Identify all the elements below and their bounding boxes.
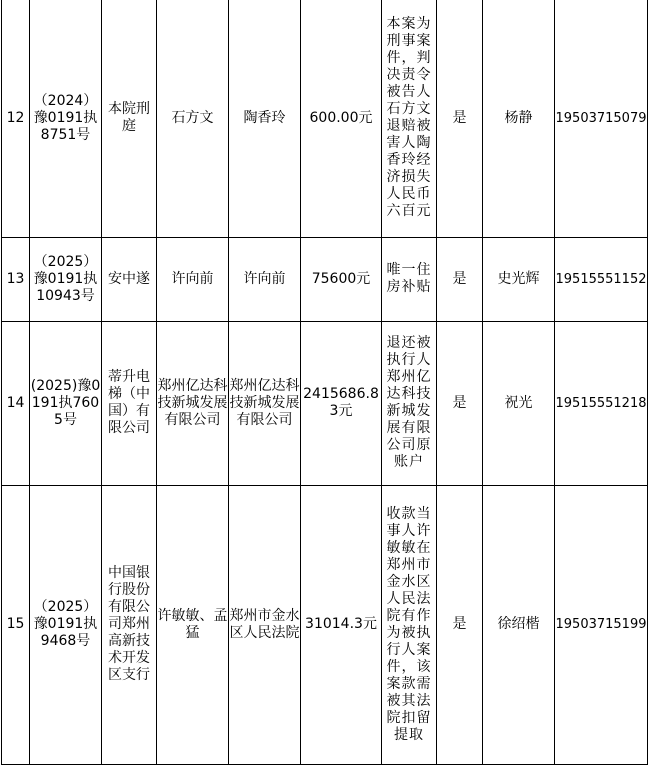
respondent: 许敏敏、孟猛 [157,485,229,764]
reason: 本案为刑事案件，判决责令被告人石方文退赔被害人陶香玲经济损失人民币六百元 [382,0,437,237]
phone-number: 19503715199 [555,485,648,764]
case-number: （2024）豫0191执8751号 [30,0,102,237]
applicant: 中国银行股份有限公司郑州高新技术开发区支行 [102,485,157,764]
respondent: 许向前 [157,237,229,321]
table-row [2,0,648,237]
flag: 是 [437,485,483,764]
case-number: (2025)豫0191执7605号 [30,321,102,485]
phone-number: 19503715079 [555,0,648,237]
applicant: 安中遂 [102,237,157,321]
amount: 2415686.83元 [301,321,382,485]
table-row [2,321,648,485]
row-index: 15 [2,485,30,764]
reason: 收款当事人许敏敏在郑州市金水区人民法院有作为被执行人案件，该案款需被其法院扣留提取 [382,485,437,764]
row-index: 13 [2,237,30,321]
table-row [2,237,648,321]
respondent: 郑州亿达科技新城发展有限公司 [157,321,229,485]
row-index: 14 [2,321,30,485]
amount: 600.00元 [301,0,382,237]
phone-number: 19515551152 [555,237,648,321]
amount: 31014.3元 [301,485,382,764]
amount: 75600元 [301,237,382,321]
contact-person: 祝光 [483,321,555,485]
case-number: （2025）豫0191执10943号 [30,237,102,321]
payee: 陶香玲 [229,0,301,237]
flag: 是 [437,0,483,237]
reason: 退还被执行人郑州亿达科技新城发展有限公司原账户 [382,321,437,485]
phone-number: 19515551218 [555,321,648,485]
applicant: 蒂升电梯（中国）有限公司 [102,321,157,485]
reason: 唯一住房补贴 [382,237,437,321]
contact-person: 史光辉 [483,237,555,321]
flag: 是 [437,321,483,485]
payee: 许向前 [229,237,301,321]
contact-person: 徐绍楷 [483,485,555,764]
applicant: 本院刑庭 [102,0,157,237]
case-number: （2025）豫0191执9468号 [30,485,102,764]
respondent: 石方文 [157,0,229,237]
contact-person: 杨静 [483,0,555,237]
table-row [2,485,648,764]
row-index: 12 [2,0,30,237]
case-table [1,0,648,765]
payee: 郑州亿达科技新城发展有限公司 [229,321,301,485]
flag: 是 [437,237,483,321]
payee: 郑州市金水区人民法院 [229,485,301,764]
